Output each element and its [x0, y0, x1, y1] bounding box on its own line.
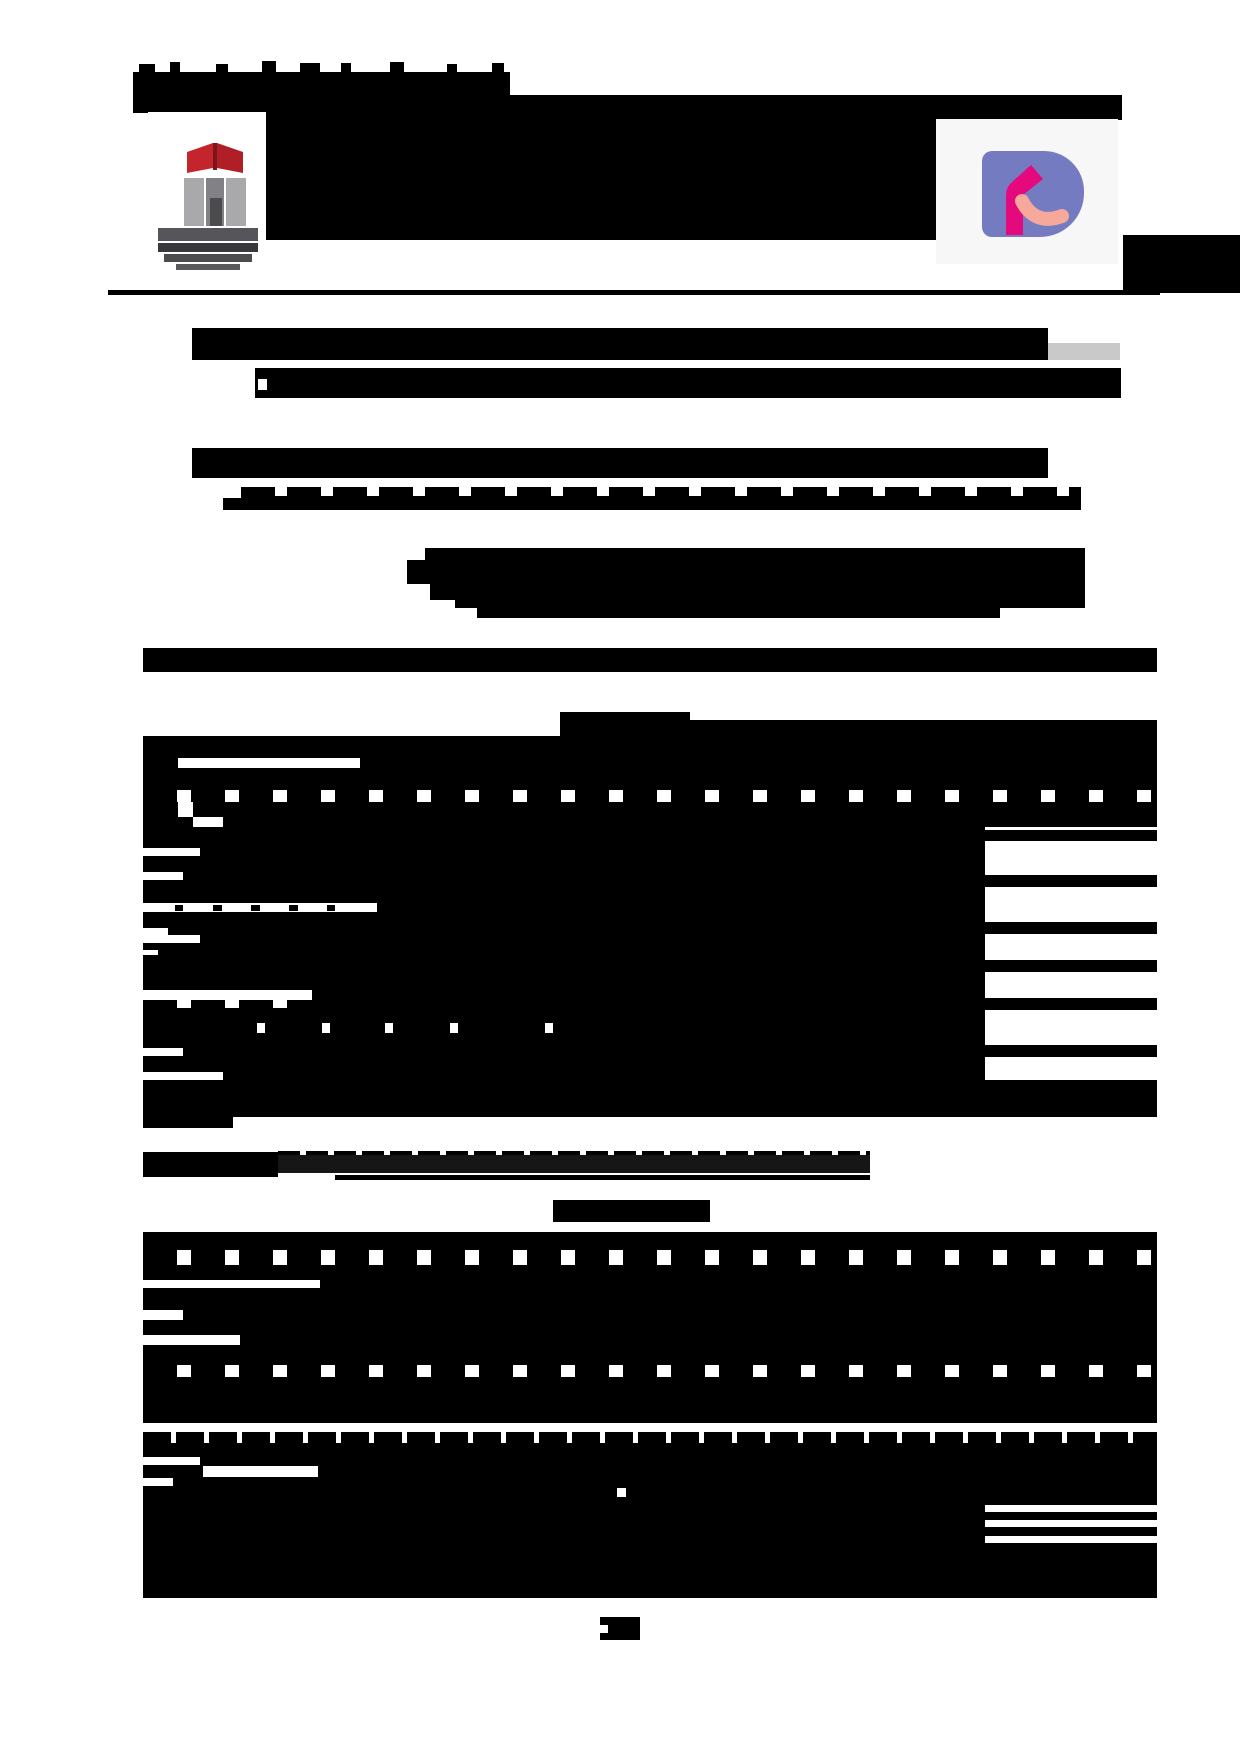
- abstract-margin-line: [985, 922, 1157, 934]
- keywords-underline: [335, 1175, 870, 1180]
- abstract-margin-line: [985, 998, 1157, 1010]
- title-redaction: [255, 368, 1121, 398]
- intro-notch: [143, 1478, 173, 1486]
- masthead-redaction: [492, 63, 504, 74]
- header-divider: [108, 290, 1160, 295]
- introduction-redaction: [143, 1232, 1157, 1250]
- publisher-mark-icon: [982, 151, 1084, 237]
- abstract-redaction: [360, 758, 1157, 768]
- introduction-redaction: [143, 1250, 1157, 1265]
- dot-gap: [322, 1023, 330, 1033]
- abstract-redaction: [143, 736, 1157, 758]
- open-book-icon: [186, 142, 244, 179]
- keywords-value-redaction: [278, 1155, 870, 1173]
- introduction-redaction: [143, 1377, 1157, 1423]
- header-right-redaction: [1123, 235, 1240, 293]
- intro-margin-gap: [985, 1536, 1157, 1543]
- introduction-redaction: [143, 1345, 1157, 1365]
- masthead-redaction: [390, 62, 404, 74]
- keywords-label-redaction: [143, 1152, 278, 1177]
- abstract-redaction: [168, 928, 985, 935]
- abstract-redaction: [143, 912, 985, 928]
- abstract-redaction: [143, 880, 985, 903]
- intro-margin-gap: [985, 1505, 1157, 1512]
- authors-redaction: [192, 448, 1048, 478]
- abstract-redaction: [143, 1008, 985, 1048]
- logo-text-line: [158, 243, 258, 252]
- masthead-redaction: [216, 64, 228, 74]
- introduction-redaction: [240, 1335, 1157, 1345]
- abstract-redaction: [143, 768, 1157, 790]
- abstract-redaction: [143, 1117, 233, 1128]
- masthead-redaction: [139, 64, 155, 74]
- abstract-redaction: [312, 990, 985, 1000]
- dot-gap: [450, 1023, 458, 1033]
- masthead-redaction: [341, 63, 351, 74]
- masthead-redaction: [300, 63, 320, 74]
- abstract-redaction: [251, 905, 260, 911]
- abstract-redaction: [223, 817, 1157, 827]
- abstract-redaction: [690, 720, 1157, 736]
- abstract-redaction: [200, 935, 985, 943]
- header-block-redaction: [243, 118, 936, 240]
- dot-gap: [385, 1023, 393, 1033]
- intro-margin-gap: [985, 1520, 1157, 1527]
- abstract-redaction: [295, 1000, 985, 1008]
- abstract-margin-line: [985, 830, 1157, 841]
- introduction-redaction: [320, 1280, 1157, 1288]
- introduction-heading-redaction: [553, 1200, 710, 1222]
- abstract-redaction: [143, 758, 178, 768]
- introduction-redaction: [143, 1288, 1157, 1310]
- intro-notch: [617, 1488, 626, 1497]
- introduction-redaction: [183, 1310, 1157, 1320]
- abstract-heading-redaction: [560, 712, 690, 736]
- abstract-redaction: [183, 872, 985, 880]
- abstract-redaction: [143, 943, 985, 950]
- masthead-redaction: [262, 61, 276, 74]
- dot-gap: [257, 1023, 265, 1033]
- abstract-redaction: [175, 905, 183, 911]
- history-line-redaction: [143, 648, 1157, 672]
- dot-gap: [545, 1023, 553, 1033]
- abstract-redaction: [143, 1056, 985, 1072]
- page-number-notch: [600, 1625, 608, 1633]
- title-redaction: [192, 328, 1048, 360]
- abstract-redaction: [213, 905, 222, 911]
- affiliation-redaction: [241, 487, 1081, 510]
- abstract-margin-line: [985, 875, 1157, 887]
- correspondence-redaction: [477, 606, 1000, 618]
- affiliation-redaction: [223, 498, 241, 510]
- introduction-redaction: [143, 1432, 1157, 1443]
- abstract-redaction: [289, 905, 298, 911]
- header-block-redaction: [243, 95, 1122, 120]
- abstract-redaction: [193, 802, 1157, 817]
- logo-text-line: [164, 254, 252, 262]
- introduction-redaction: [143, 1365, 1157, 1377]
- introduction-redaction: [143, 1320, 1157, 1335]
- abstract-redaction: [327, 905, 335, 911]
- correspondence-redaction: [407, 560, 1085, 584]
- logo-text-line: [176, 264, 240, 270]
- abstract-margin-line: [985, 960, 1157, 972]
- abstract-redaction: [143, 856, 985, 872]
- abstract-redaction: [143, 827, 985, 848]
- title-notch: [258, 379, 267, 390]
- abstract-redaction: [200, 848, 985, 856]
- intro-notch: [143, 1457, 200, 1465]
- abstract-redaction: [143, 790, 1157, 802]
- title-redaction-tail: [1048, 343, 1120, 360]
- intro-notch: [203, 1466, 318, 1477]
- abstract-redaction: [183, 1048, 985, 1056]
- masthead-redaction: [170, 62, 180, 74]
- abstract-redaction: [223, 1072, 985, 1080]
- masthead-redaction: [447, 64, 457, 74]
- abstract-redaction: [143, 817, 193, 827]
- abstract-redaction: [377, 903, 985, 912]
- introduction-redaction: [143, 1265, 1157, 1280]
- publisher-logo-tile: [936, 119, 1118, 264]
- abstract-redaction: [143, 1000, 295, 1008]
- university-logo: [148, 112, 266, 270]
- logo-pedestal: [158, 228, 258, 241]
- pillar-slot: [210, 198, 222, 226]
- abstract-redaction: [143, 1080, 1157, 1117]
- abstract-margin-line: [985, 1045, 1157, 1057]
- abstract-redaction: [143, 955, 985, 990]
- abstract-redaction: [143, 802, 178, 817]
